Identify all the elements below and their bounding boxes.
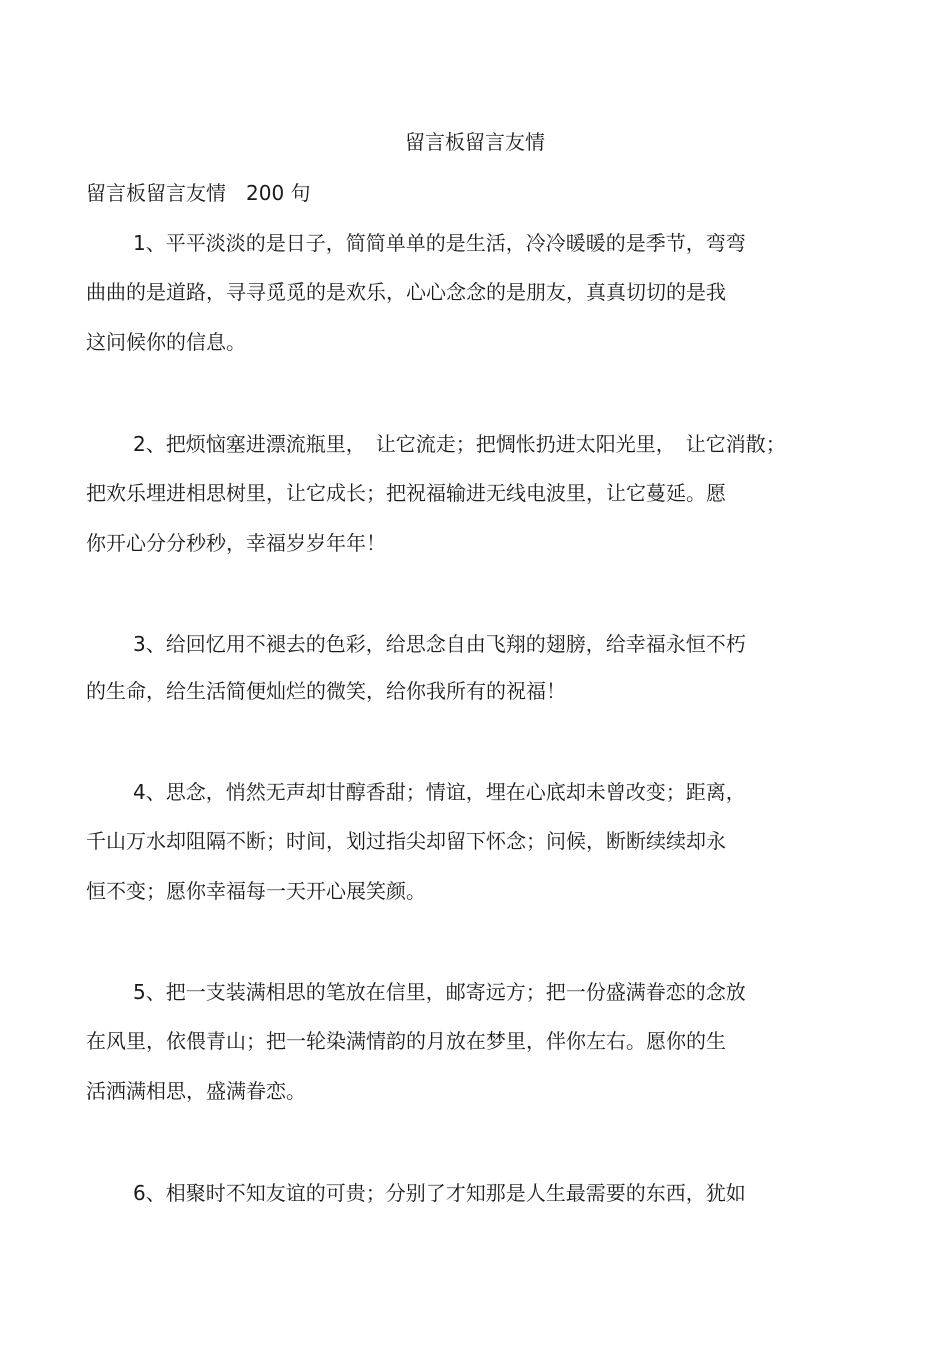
paragraph-5-line-3: 活洒满相思，盛满眷恋。 [86, 1079, 306, 1103]
paragraph-1-line-3: 这问候你的信息。 [86, 330, 246, 354]
paragraph-6-line-1: 6、相聚时不知友谊的可贵；分别了才知那是人生最需要的东西，犹如 [133, 1181, 746, 1205]
paragraph-5-line-2: 在风里，依偎青山；把一轮染满情韵的月放在梦里，伴你左右。愿你的生 [86, 1029, 726, 1053]
paragraph-2-line-1: 2、把烦恼塞进漂流瓶里， 让它流走；把惆怅扔进太阳光里， 让它消散； [133, 432, 786, 456]
paragraph-1-line-2: 曲曲的是道路，寻寻觅觅的是欢乐，心心念念的是朋友，真真切切的是我 [86, 280, 726, 304]
paragraph-5-line-1: 5、把一支装满相思的笔放在信里，邮寄远方；把一份盛满眷恋的念放 [133, 980, 746, 1004]
document-subtitle: 留言板留言友情 200 句 [86, 181, 311, 205]
paragraph-3-line-2: 的生命，给生活简便灿烂的微笑，给你我所有的祝福！ [86, 679, 566, 703]
paragraph-4-line-1: 4、思念，悄然无声却甘醇香甜；情谊，埋在心底却未曾改变；距离， [133, 780, 746, 804]
paragraph-1-line-1: 1、平平淡淡的是日子，简简单单的是生活，冷冷暖暖的是季节，弯弯 [133, 231, 746, 255]
paragraph-4-line-3: 恒不变；愿你幸福每一天开心展笑颜。 [86, 879, 426, 903]
paragraph-4-line-2: 千山万水却阻隔不断；时间，划过指尖却留下怀念；问候，断断续续却永 [86, 829, 726, 853]
paragraph-2-line-2: 把欢乐埋进相思树里，让它成长；把祝福输进无线电波里，让它蔓延。愿 [86, 481, 726, 505]
paragraph-2-line-3: 你开心分分秒秒，幸福岁岁年年！ [86, 531, 386, 555]
page-title: 留言板留言友情 [405, 130, 545, 154]
paragraph-3-line-1: 3、给回忆用不褪去的色彩，给思念自由飞翔的翅膀，给幸福永恒不朽 [133, 632, 746, 656]
